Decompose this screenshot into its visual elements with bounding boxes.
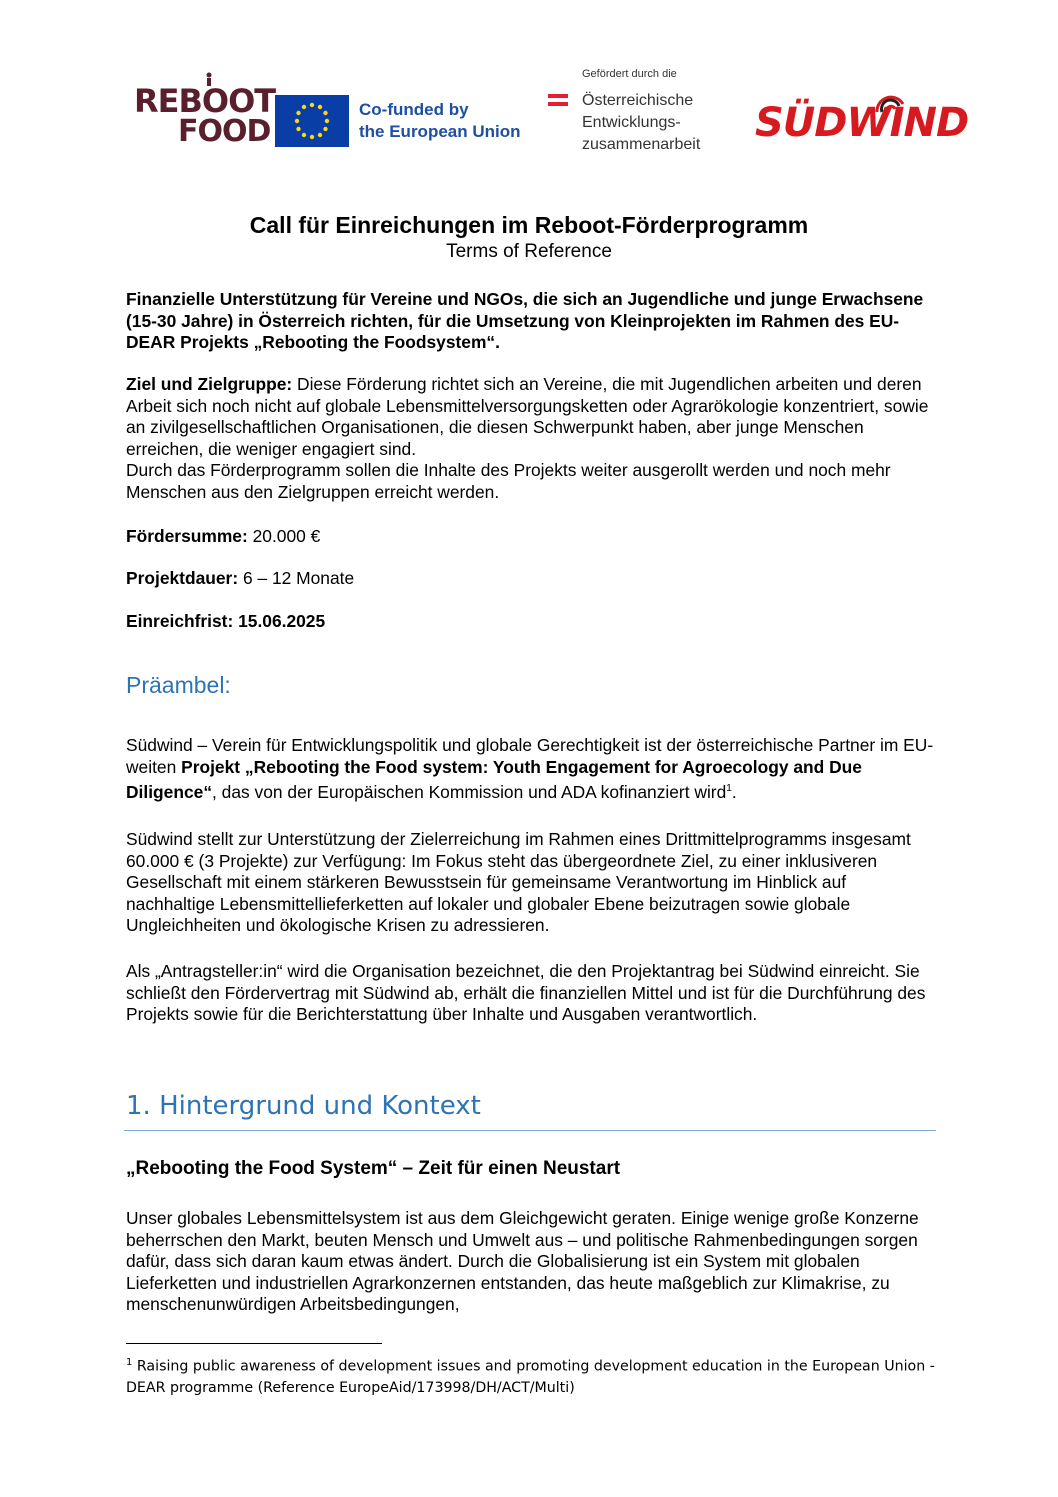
food-text: FOOD: [178, 114, 271, 149]
reboot-food-logo: [134, 72, 276, 152]
praeambel-paragraph-3: Als „Antragsteller:in“ wird die Organisation bezeichnet, die den Projektantrag bei Südwind einreicht. Sie schließt den Fördervertrag mit Südwind ab, erhält die finanziellen Mittel und ist für die Durchführung des Projekts sowie für die Berichterstattung über Inhalte und Ausgaben verantwortlich.: [126, 961, 926, 1024]
footnote-separator: [126, 1343, 382, 1344]
eu-text-line2: the European Union: [359, 122, 521, 141]
praeambel-heading: Präambel:: [126, 672, 231, 698]
einreichfrist-line: [126, 611, 936, 633]
footnote-text: Raising public awareness of development issues and promoting development education in the European Union - DEAR programme (Reference EuropeAid/173998/DH/ACT/Multi): [126, 1358, 935, 1396]
p1-project-name: Projekt „Rebooting the Food system: Youth Engagement for Agroecology and Due Diligence“: [126, 756, 862, 802]
einreichfrist-label: Einreichfrist:: [126, 611, 234, 631]
ada-line3: zusammenarbeit: [582, 136, 701, 153]
eu-flag-icon: [275, 95, 349, 147]
ziel-paragraph: [126, 374, 936, 503]
heading-rule: [124, 1130, 936, 1131]
intro-lead: Finanzielle Unterstützung für Vereine und NGOs, die sich an Jugendliche und junge Erwachsene (15-30 Jahre) in Österreich richten, für die Umsetzung von Kleinprojekten im Rahmen des EU-DEAR Projekts „Rebooting the Foodsystem“.: [126, 289, 924, 352]
ada-line1: Österreichische: [582, 92, 694, 109]
suedwind-text: SÜDWIND: [755, 100, 969, 146]
reboot-text: REBOOT: [134, 82, 276, 120]
eu-text-line1: Co-funded by: [359, 100, 469, 119]
projektdauer-line: [126, 568, 936, 590]
ada-small-text: Gefördert durch die: [582, 68, 677, 80]
foerdersumme-value: 20.000 €: [247, 526, 321, 546]
ziel-label: Ziel und Zielgruppe:: [126, 374, 293, 394]
eu-cofunded-logo: [275, 95, 530, 149]
foerdersumme-label: Fördersumme:: [126, 526, 248, 546]
projektdauer-value: 6 – 12 Monate: [238, 568, 355, 588]
suedwind-logo: [755, 90, 969, 152]
austria-flag-icon: [548, 94, 568, 106]
p1-end: .: [731, 781, 737, 802]
section-1-subheading: „Rebooting the Food System“ – Zeit für einen Neustart: [126, 1158, 621, 1179]
foerdersumme-line: [126, 526, 936, 548]
document-title: Call für Einreichungen im Reboot-Förderprogramm: [249, 212, 809, 238]
ada-logo: [548, 68, 728, 158]
praeambel-paragraph-1: [126, 735, 936, 803]
einreichfrist-value: 15.06.2025: [233, 611, 326, 631]
section-1-heading: 1. Hintergrund und Kontext: [126, 1091, 481, 1121]
p1-text-a: Südwind – Verein für Entwicklungspolitik und globale Gerechtigkeit ist der österreichische Partner im EU-weiten: [126, 735, 934, 777]
projektdauer-label: Projektdauer:: [126, 568, 239, 588]
footnote: [126, 1352, 936, 1399]
ada-line2: Entwicklungs-: [582, 114, 681, 131]
ziel-text: Diese Förderung richtet sich an Vereine, die mit Jugendlichen arbeiten und deren Arbeit sich noch nicht auf globale Lebensmittelversorgungsketten oder Agrarökologie konzentriert, sowie an zivilgesellschaftlichen Organisationen, die diesen Schwerpunkt haben, aber junge Menschen erreichen, die weniger engagiert sind.: [126, 374, 929, 459]
p1-text-b: , das von der Europäischen Kommission und ADA kofinanziert wird: [212, 781, 727, 802]
praeambel-paragraph-2: Südwind stellt zur Unterstützung der Zielerreichung im Rahmen eines Drittmittelprogramms insgesamt 60.000 € (3 Projekte) zur Verfügung: Im Fokus steht das übergeordnete Ziel, zu einer inklusiveren Gesellschaft mit einem stärkeren Bewusstsein für gemeinsame Verantwortung im Hinblick auf nachhaltige Lebensmittellieferketten auf lokaler und globaler Ebene beizutragen sowie globale Ungleichheiten und ökologische Krisen zu adressieren.: [126, 829, 911, 935]
ziel-text-2: Durch das Förderprogramm sollen die Inhalte des Projekts weiter ausgerollt werden und noch mehr Menschen aus den Zielgruppen erreicht werden.: [126, 460, 891, 502]
section-1-paragraph: Unser globales Lebensmittelsystem ist aus dem Gleichgewicht geraten. Einige wenige große Konzerne beherrschen den Markt, beuten Mensch und Umwelt aus – und politische Rahmenbedingungen sorgen dafür, dass sich daran kaum etwas ändert. Durch die Globalisierung ist ein System mit globalen Lieferketten und industriellen Agrarkonzernen entstanden, das heute maßgeblich zur Klimakrise, zu menschenunwürdigen Arbeitsbedingungen,: [126, 1208, 919, 1314]
footnote-number: 1: [126, 1357, 133, 1368]
document-subtitle: Terms of Reference: [446, 241, 612, 262]
footnote-ref[interactable]: 1: [726, 783, 732, 794]
logo-row: [130, 68, 969, 158]
